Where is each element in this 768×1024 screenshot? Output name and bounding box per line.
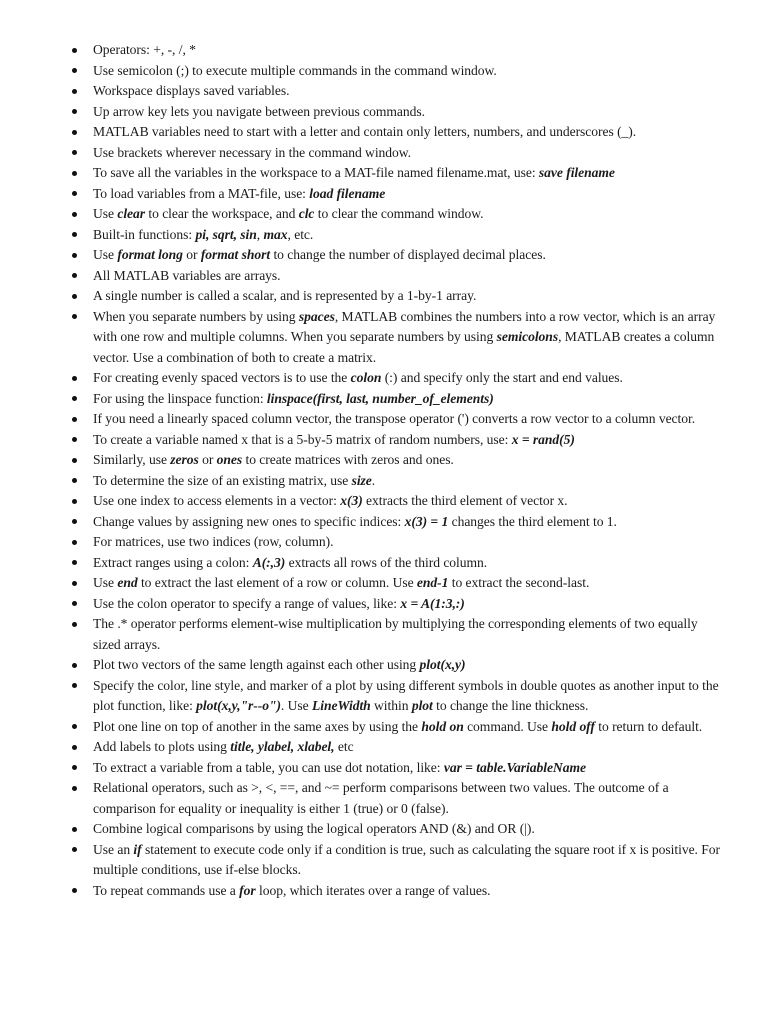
bullet-icon [72,253,77,258]
text-segment: Relational operators, such as >, <, ==, and ~= perform comparisons between two values. The outcome of a comparison for equality or inequality is either 1 (true) or 0 (false). [93,780,669,816]
text-segment: Use brackets wherever necessary in the command window. [93,144,412,160]
bullet-icon [72,48,77,53]
keyword-text: save filename [538,165,615,180]
keyword-text: plot(x,y,"r--o") [196,698,281,713]
keyword-text: title, ylabel, xlabel, [230,739,335,754]
list-item [70,286,726,307]
text-segment: Change values by assigning new ones to specific indices: [93,513,405,529]
list-item [70,307,726,369]
text-segment: to extract the last element of a row or column. Use [137,575,417,590]
text-segment: to change the line thickness. [432,698,589,713]
bullet-icon [72,888,77,893]
text-segment: (:) and specify only the start and end values. [381,370,623,385]
bullet-icon [72,683,77,688]
list-item [70,409,726,430]
list-item [70,204,726,225]
list-item-text [93,227,313,242]
list-item-text [93,206,483,221]
text-segment: To repeat commands use a [93,882,240,898]
list-item [70,512,726,533]
list-item-text [93,391,494,406]
text-segment: For creating evenly spaced vectors is to use the [93,370,351,385]
text-segment: Use [93,575,118,590]
keyword-text: end-1 [416,575,449,590]
text-segment: to extract the second-last. [448,575,590,590]
list-item-text [93,145,411,160]
bullet-icon [72,232,77,237]
text-segment: Up arrow key lets you navigate between previous commands. [93,103,425,119]
keyword-text: hold off [551,718,595,734]
bullet-icon [72,437,77,442]
text-segment: MATLAB variables need to start with a letter and contain only letters, numbers, and underscores (_). [93,124,637,139]
keyword-text: var = table.VariableName [443,759,586,775]
keyword-text: max [263,226,288,242]
bullet-icon [72,109,77,114]
list-item-text [93,514,617,529]
bullet-icon [72,314,77,319]
bullet-icon [72,581,77,586]
list-item-text [93,821,535,836]
list-item [70,266,726,287]
bullet-icon [72,499,77,504]
text-segment: to change the number of displayed decimal places. [270,247,546,262]
list-item-text [93,883,490,898]
list-item [70,40,726,61]
keyword-text: ones [216,452,243,467]
bullet-icon [72,458,77,463]
text-segment: Specify the color, line style, and marker of a plot by using different symbols in double quotes as another input to the plot function, like: [93,677,719,713]
text-segment: Similarly, use [93,452,171,467]
text-segment: Built-in functions: [93,226,196,242]
list-item [70,430,726,451]
list-item-text [93,739,354,754]
text-segment: If you need a linearly spaced column vector, the transpose operator (') converts a row vector to a column vector. [93,411,696,426]
text-segment: extracts the third element of vector x. [362,493,568,508]
list-item-text [93,780,669,816]
bullet-icon [72,130,77,135]
list-item-text [93,575,589,590]
list-item-text [93,473,375,488]
list-item [70,184,726,205]
text-segment: Use semicolon (;) to execute multiple commands in the command window. [93,62,497,78]
text-segment: or [182,247,201,262]
keyword-text: format short [200,247,271,262]
list-item [70,840,726,881]
notes-list [70,40,726,901]
text-segment: Use one index to access elements in a vector: [93,493,341,508]
list-item [70,471,726,492]
keyword-text: if [133,841,142,857]
keyword-text: hold on [421,718,464,734]
keyword-text: semicolons [496,329,559,344]
text-segment: etc [334,739,354,754]
keyword-text: x = rand(5) [511,431,575,447]
text-segment: For using the linspace function: [93,390,267,406]
keyword-text: plot [411,698,433,713]
list-item-text [93,83,289,98]
keyword-text: clc [298,206,315,221]
keyword-text: LineWidth [311,698,371,713]
list-item [70,368,726,389]
keyword-text: zeros [170,452,199,467]
text-segment: or [198,452,217,467]
list-item [70,143,726,164]
text-segment: To extract a variable from a table, you can use dot notation, like: [93,759,444,775]
text-segment: changes the third element to 1. [448,513,617,529]
text-segment: Use [93,247,118,262]
keyword-text: size [351,472,372,488]
keyword-text: pi, sqrt, sin [195,226,257,242]
text-segment: . Use [280,698,312,713]
bullet-icon [72,376,77,381]
text-segment: Add labels to plots using [93,739,231,754]
keyword-text: colon [350,370,382,385]
list-item [70,450,726,471]
bullet-icon [72,150,77,155]
bullet-icon [72,745,77,750]
keyword-text: linspace(first, last, number_of_elements) [266,390,494,406]
list-item [70,102,726,123]
bullet-icon [72,294,77,299]
bullet-icon [72,765,77,770]
bullet-icon [72,68,77,73]
list-item-text [93,760,586,775]
list-item [70,758,726,779]
text-segment: extracts all rows of the third column. [285,554,488,570]
keyword-text: A(:,3) [252,554,286,570]
list-item-text [93,104,425,119]
list-item [70,225,726,246]
text-segment: , MATLAB creates a column vector. Use a combination of both to create a matrix. [93,329,715,365]
text-segment: Plot two vectors of the same length against each other using [93,657,420,672]
text-segment: Plot one line on top of another in the same axes by using the [93,718,422,734]
list-item-text [93,555,487,570]
list-item-text [93,719,702,734]
list-item-text [93,493,568,508]
bullet-icon [72,478,77,483]
list-item-text [93,534,333,549]
bullet-icon [72,724,77,729]
keyword-text: x(3) = 1 [404,513,449,529]
text-segment: Use an [93,841,134,857]
text-segment: Use the colon operator to specify a range of values, like: [93,595,401,611]
text-segment: command. Use [463,718,552,734]
list-item [70,655,726,676]
list-item [70,594,726,615]
list-item-text [93,124,636,139]
list-item [70,245,726,266]
text-segment: For matrices, use two indices (row, column). [93,534,334,549]
bullet-icon [72,601,77,606]
text-segment: Use [93,206,118,221]
text-segment: loop, which iterates over a range of values. [255,882,491,898]
list-item-text [93,186,385,201]
keyword-text: load filename [309,185,386,201]
list-item [70,532,726,553]
list-item-text [93,288,476,303]
list-item-text [93,42,196,57]
text-segment: To save all the variables in the workspace to a MAT-file named filename.mat, use: [93,165,539,180]
list-item-text [93,452,454,467]
text-segment: within [370,698,412,713]
list-item [70,553,726,574]
keyword-text: clear [117,206,146,221]
text-segment: To create a variable named x that is a 5-by-5 matrix of random numbers, use: [93,431,512,447]
list-item-text [93,247,546,262]
list-item-text [93,678,719,714]
text-segment: to create matrices with zeros and ones. [242,452,454,467]
bullet-icon [72,212,77,217]
list-item [70,389,726,410]
text-segment: Workspace displays saved variables. [93,83,290,98]
list-item-text [93,165,615,180]
list-item-text [93,596,465,611]
text-segment: The .* operator performs element-wise multiplication by multiplying the corresponding elements of two equally sized arrays. [93,616,698,652]
keyword-text: plot(x,y) [419,657,466,672]
list-item [70,573,726,594]
text-segment: . [371,472,376,488]
list-item [70,717,726,738]
bullet-icon [72,191,77,196]
list-item [70,737,726,758]
bullet-icon [72,273,77,278]
keyword-text: x = A(1:3,:) [400,595,465,611]
list-item [70,61,726,82]
bullet-icon [72,786,77,791]
bullet-icon [72,663,77,668]
list-item [70,819,726,840]
list-item [70,881,726,902]
bullet-icon [72,519,77,524]
list-item [70,122,726,143]
keyword-text: x(3) [340,493,363,508]
keyword-text: format long [117,247,183,262]
text-segment: to clear the command window. [314,206,484,221]
bullet-icon [72,540,77,545]
bullet-icon [72,171,77,176]
list-item [70,614,726,655]
text-segment: , MATLAB combines the numbers into a row vector, which is an array with one row and multiple columns. When you separate numbers by using [93,308,716,344]
list-item-text [93,616,698,652]
bullet-icon [72,89,77,94]
list-item-text [93,268,281,283]
list-item-text [93,370,623,385]
list-item-text [93,657,466,672]
bullet-icon [72,847,77,852]
bullet-icon [72,417,77,422]
list-item [70,81,726,102]
text-segment: to return to default. [594,718,703,734]
text-segment: to clear the workspace, and [145,206,299,221]
list-item [70,491,726,512]
list-item-text [93,309,715,365]
text-segment: All MATLAB variables are arrays. [93,267,281,283]
list-item [70,778,726,819]
list-item-text [93,63,497,78]
keyword-text: spaces [298,308,335,324]
text-segment: Extract ranges using a colon: [93,554,253,570]
text-segment: , [256,226,264,242]
bullet-icon [72,622,77,627]
list-item-text [93,842,720,878]
bullet-icon [72,560,77,565]
list-item-text [93,411,695,426]
list-item [70,163,726,184]
text-segment: To determine the size of an existing matrix, use [93,472,352,488]
text-segment: When you separate numbers by using [93,308,299,324]
text-segment: statement to execute code only if a condition is true, such as calculating the square root if x is positive. For multiple conditions, use if-else blocks. [93,841,720,877]
list-item [70,676,726,717]
keyword-text: for [239,882,256,898]
bullet-icon [72,396,77,401]
text-segment: Combine logical comparisons by using the logical operators AND (&) and OR (|). [93,821,535,836]
text-segment: Operators: +, -, /, * [93,42,196,57]
text-segment: A single number is called a scalar, and is represented by a 1-by-1 array. [93,288,477,303]
keyword-text: end [117,575,138,590]
list-item-text [93,432,575,447]
bullet-icon [72,827,77,832]
text-segment: , etc. [287,226,314,242]
text-segment: To load variables from a MAT-file, use: [93,185,310,201]
